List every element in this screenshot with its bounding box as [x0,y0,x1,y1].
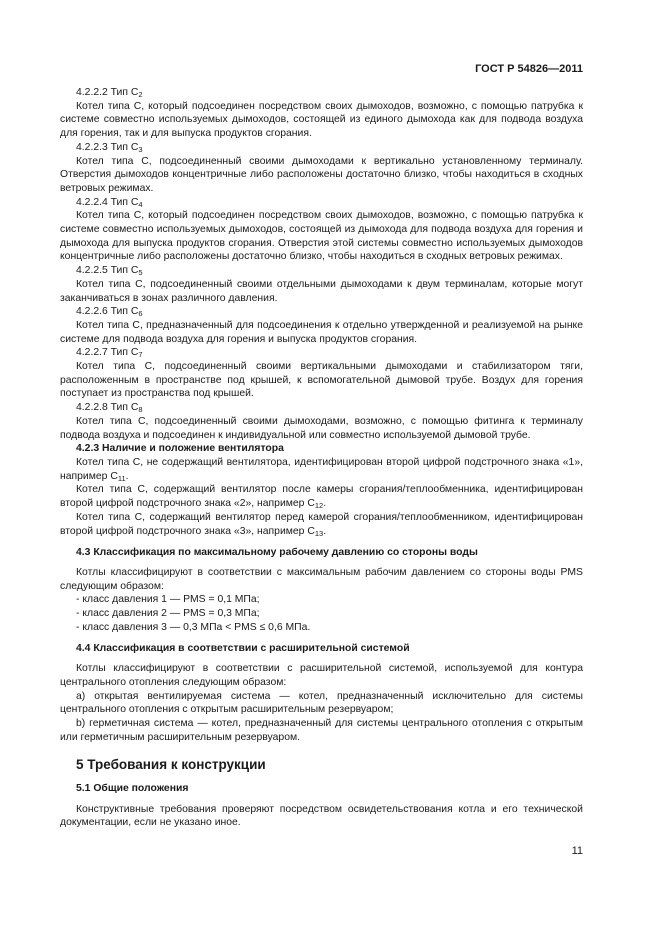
paragraph-4-2-2-8: Котел типа С, подсоединенный своими дымоходами, возможно, с помощью фитинга к терминалу подвода воздуха и подсоединен к индивидуальной или совместно используемой дымовой трубе. [60,415,583,441]
paragraph-4-2-3-2: Котел типа С, содержащий вентилятор после камеры сгорания/теплообменника, идентифицирован второй цифрой подстрочного знака «2», например $С_{12}$. [60,484,583,511]
heading-4-4: 4.4 Классификация в соответствии с расширительной системой [76,643,410,655]
paragraph-4-2-2-7: Котел типа С, подсоединенный своими вертикальными дымоходами и стабилизатором тяги, расположенным в пространстве под крышей, к вспомогательной дымовой трубе. Воздух для горения поступает из пространства под крышей. [60,361,583,400]
paragraph-4-2-2-5: Котел типа С, подсоединенный своими отдельными дымоходами к двум терминалам, которые могут заканчиваться в зонах различного давления. [60,278,583,304]
heading-4-2-2-6: 4.2.2.6 Тип $С_6$ [76,306,143,319]
paragraph-4-2-2-4: Котел типа С, который подсоединен посредством своих дымоходов, возможно, с помощью патрубка к системе совместно используемых дымоходов, состоящей из дымохода для подвода воздуха для горения и дымохода для выпуска продуктов сгорания. Отверстия этой системы совместно используемых дымоходов концентричные либо расположены достаточно близко, чтобы находиться в сходных ветровых режимах. [60,210,583,263]
heading-4-2-2-4: 4.2.2.4 Тип $С_4$ [76,196,143,209]
document-code: ГОСТ Р 54826—2011 [475,63,583,75]
heading-5: 5 Требования к конструкции [76,757,266,773]
paragraph-4-4-b: b) герметичная система — котел, предназначенный для системы центрального отопления с открытым или герметичным расширительным резервуаром. [60,717,583,743]
heading-4-2-2-3: 4.2.2.3 Тип $С_3$ [76,141,143,154]
list-item: - класс давления 1 — PMS = 0,1 МПа; [76,594,260,606]
paragraph-5-1: Конструктивные требования проверяют посредством освидетельствования котла и его технической документации, если не указано иное. [60,803,583,829]
paragraph-4-2-3-3: Котел типа С, содержащий вентилятор перед камерой сгорания/теплообменником, идентифицирован второй цифрой подстрочного знака «3», например $С_{13}$. [60,511,583,538]
heading-4-2-3: 4.2.3 Наличие и положение вентилятора [76,443,284,455]
page-number: 11 [571,845,583,857]
page-content [60,86,583,830]
paragraph-4-3-intro: Котлы классифицируют в соответствии с максимальным рабочим давлением со стороны воды PMS следующим образом: [60,566,583,592]
heading-4-3: 4.3 Классификация по максимальному рабочему давлению со стороны воды [76,547,478,559]
paragraph-4-2-2-2: Котел типа С, который подсоединен посредством своих дымоходов, возможно, с помощью патрубка к системе совместно используемых дымоходов, состоящей из единого дымохода как для подвода воздуха для горения, так и для выпуска продуктов сгорания. [60,100,583,140]
paragraph-4-2-2-3: Котел типа С, подсоединенный своими дымоходами к вертикально установленному терминалу. Отверстия дымоходов концентричные либо расположены достаточно близко, чтобы находиться в сходных ветровых режимах. [60,155,583,194]
heading-5-1: 5.1 Общие положения [76,783,189,795]
heading-4-2-2-7: 4.2.2.7 Тип $С_7$ [76,347,143,360]
heading-4-2-2-5: 4.2.2.5 Тип $С_5$ [76,265,143,278]
list-item: - класс давления 3 — 0,3 МПа < PMS ≤ 0,6 МПа. [76,621,311,633]
paragraph-4-2-3-1: Котел типа С, не содержащий вентилятора, идентифицирован второй цифрой подстрочного знака «1», например $С_{11}$. [60,456,583,483]
heading-4-2-2-2: 4.2.2.2 Тип $С_2$ [76,87,143,99]
list-item: - класс давления 2 — PMS = 0,3 МПа; [76,608,260,620]
paragraph-4-4-intro: Котлы классифицируют в соответствии с расширительной системой, используемой для контура центрального отопления следующим образом: [60,663,583,688]
paragraph-4-4-a: а) открытая вентилируемая система — котел, предназначенный исключительно для системы центрального отопления с открытым расширительным резервуаром; [60,690,583,716]
paragraph-4-2-2-6: Котел типа С, предназначенный для подсоединения к отдельно утвержденной и реализуемой на рынке системе для подвода воздуха для горения и выпуска продуктов сгорания. [60,319,583,345]
heading-4-2-2-8: 4.2.2.8 Тип $С_8$ [76,402,143,415]
